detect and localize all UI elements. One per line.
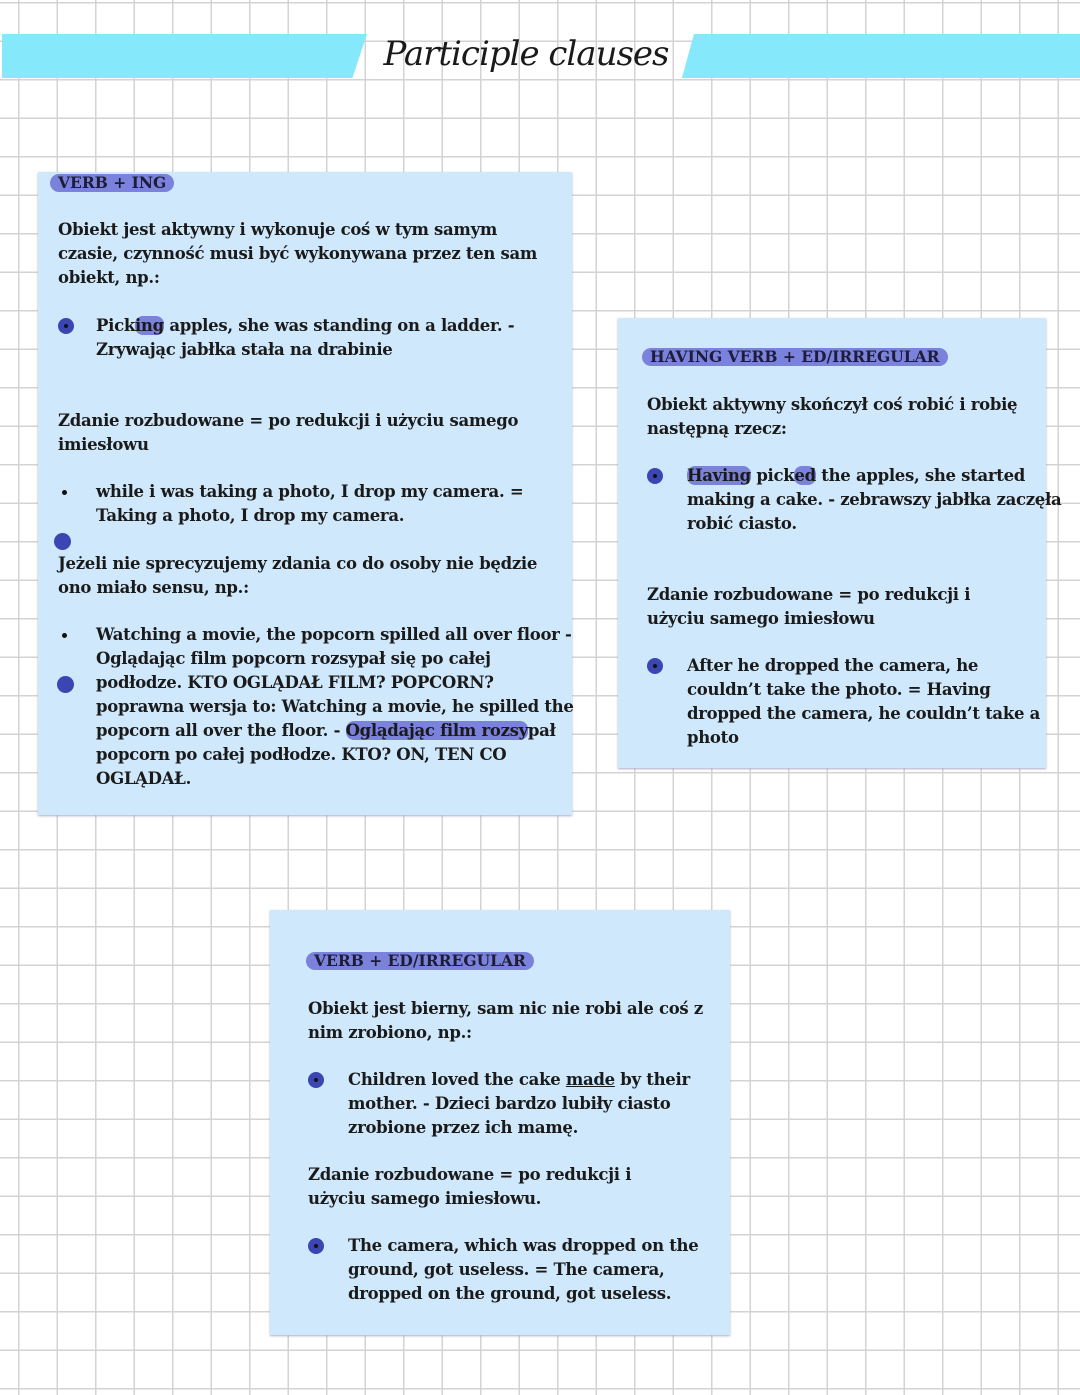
example-item [647, 464, 1067, 536]
bullet-icon [308, 1238, 324, 1254]
bullet-icon [57, 676, 74, 693]
example-text: the apples, she started making a cake. - zebrawszy jabłka zaczęła robić ciasto. [687, 466, 1062, 533]
bullet-icon [58, 318, 74, 334]
example-text: pick [750, 466, 795, 485]
bullet-icon [647, 468, 663, 484]
rule-text: Zdanie rozbudowane = po redukcji i użyciu samego imiesłowu [647, 585, 971, 628]
example-text: poprawna wersja to: Watching a movie, he spilled the popcorn all over the floor. - [96, 697, 574, 740]
title-banner-right [682, 34, 1080, 78]
example-text: Children loved the cake [348, 1070, 566, 1089]
example-text: The camera, which was dropped on the ground, got useless. = The camera, dropped on the ground, got useless. [348, 1236, 699, 1303]
example-text: Pick [96, 316, 135, 335]
example-text: apples, she was standing on a ladder. - Zrywając jabłka stała na drabinie [96, 316, 515, 359]
rule-text: Zdanie rozbudowane = po redukcji i użyciu samego imiesłowu [58, 411, 519, 454]
highlight-text: ed [794, 466, 816, 485]
section-tag: VERB + ED/IRREGULAR [306, 952, 534, 970]
highlight-text: ing [134, 316, 164, 335]
title-banner-left [2, 34, 367, 78]
highlight-text: Having [687, 466, 751, 485]
example-item [308, 1068, 718, 1140]
intro-text: Obiekt aktywny skończył coś robić i robię następną rzecz: [647, 395, 1018, 438]
bullet-icon [54, 533, 71, 550]
example-item [58, 623, 576, 791]
bullet-icon [647, 658, 663, 674]
example-item [58, 480, 576, 528]
intro-text: Obiekt jest aktywny i wykonuje coś w tym samym czasie, czynność musi być wykonywana przez ten sam obiekt, np.: [58, 220, 538, 287]
card-verb-ed [270, 910, 730, 1335]
section-tag: VERB + ING [50, 174, 174, 192]
example-text: pał popcorn po całej podłodze. KTO? ON, TEN CO OGLĄDAŁ. [96, 721, 556, 788]
note-text: Jeżeli nie sprecyzujemy zdania co do osoby nie będzie ono miało sensu, np.: [58, 554, 538, 597]
underlined-text: made [565, 1070, 615, 1089]
bullet-icon [308, 1072, 324, 1088]
intro-text: Obiekt jest bierny, sam nic nie robi ale coś z nim zrobiono, np.: [308, 999, 703, 1042]
example-text: Watching a movie, the popcorn spilled all over floor - Oglądając film popcorn rozsypał się po całej podłodze. KTO OGLĄDAŁ FILM? POPCORN? [96, 625, 572, 692]
card-having-verb-ed [618, 318, 1062, 768]
example-text: by their mother. - Dzieci bardzo lubiły ciasto zrobione przez ich mamę. [348, 1070, 690, 1137]
bullet-icon [62, 633, 67, 638]
highlight-text: Oglądając film rozsy [345, 721, 528, 740]
bullet-icon [62, 490, 67, 495]
example-item [58, 314, 576, 362]
page-title: Participle clauses [383, 34, 669, 74]
example-item [647, 654, 1057, 750]
card-verb-ing [38, 172, 572, 815]
rule-text: Zdanie rozbudowane = po redukcji i użyciu samego imiesłowu. [308, 1165, 632, 1208]
example-item [308, 1234, 718, 1306]
example-text: while i was taking a photo, I drop my camera. = Taking a photo, I drop my camera. [96, 482, 524, 525]
example-text: After he dropped the camera, he couldn’t take the photo. = Having dropped the camera, he couldn’t take a photo [687, 656, 1040, 747]
section-tag: HAVING VERB + ED/IRREGULAR [642, 348, 948, 366]
